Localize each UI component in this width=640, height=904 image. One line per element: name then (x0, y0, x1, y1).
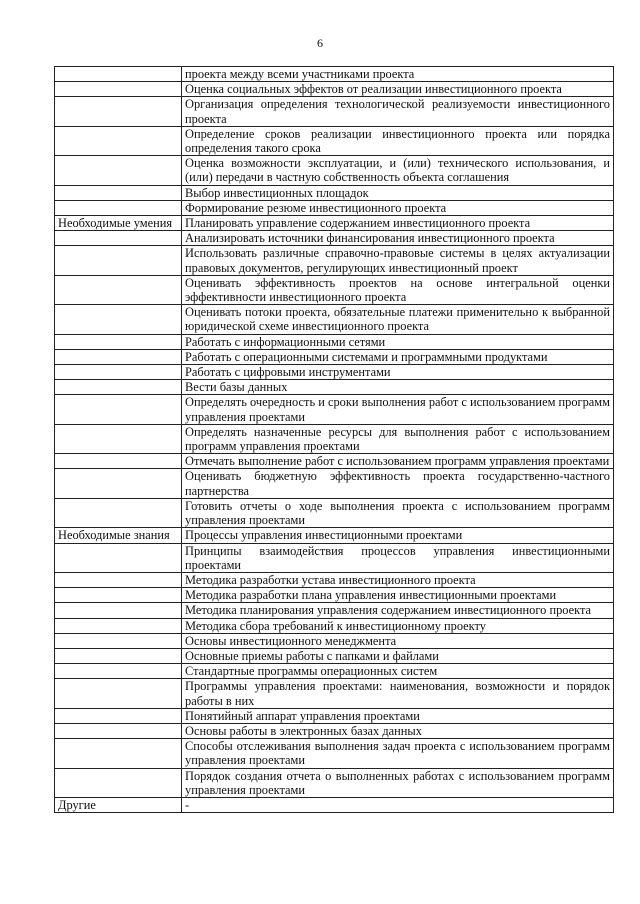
table-row (55, 395, 614, 424)
requirement-item: Основы инвестиционного менеджмента (182, 633, 614, 648)
table-row (55, 231, 614, 246)
section-title-cell-continued (55, 380, 182, 395)
section-title-cell-continued (55, 708, 182, 723)
requirement-item: Определение сроков реализации инвестиционного проекта или порядка определения такого срока (182, 126, 614, 155)
section-title-cell-continued (55, 633, 182, 648)
requirement-item: Определять назначенные ресурсы для выполнения работ с использованием программ управления проектами (182, 424, 614, 453)
table-row (55, 679, 614, 708)
table-row (55, 768, 614, 797)
section-title-cell-continued (55, 454, 182, 469)
requirement-item: Анализировать источники финансирования инвестиционного проекта (182, 231, 614, 246)
table-row (55, 797, 614, 812)
requirement-item: Планировать управление содержанием инвестиционного проекта (182, 216, 614, 231)
requirement-item: Готовить отчеты о ходе выполнения проекта с использованием программ управления проектами (182, 498, 614, 527)
section-title-cell-continued (55, 572, 182, 587)
section-title-cell-continued (55, 97, 182, 126)
table-row (55, 349, 614, 364)
section-title-cell-continued (55, 156, 182, 185)
section-title-cell-continued (55, 200, 182, 215)
requirement-item: Основы работы в электронных базах данных (182, 723, 614, 738)
table-row (55, 572, 614, 587)
section-title-cell-continued (55, 334, 182, 349)
table-row (55, 528, 614, 543)
page-number: 6 (317, 36, 323, 50)
section-title-cell-continued (55, 768, 182, 797)
table-row (55, 723, 614, 738)
table-row (55, 97, 614, 126)
table-row (55, 246, 614, 275)
table-row (55, 275, 614, 304)
requirement-item: Стандартные программы операционных систем (182, 664, 614, 679)
requirement-item: Принципы взаимодействия процессов управления инвестиционными проектами (182, 543, 614, 572)
requirement-item: Отмечать выполнение работ с использованием программ управления проектами (182, 454, 614, 469)
table-row (55, 618, 614, 633)
section-title-cell-continued (55, 543, 182, 572)
table-row (55, 588, 614, 603)
requirement-item: Методика разработки плана управления инвестиционными проектами (182, 588, 614, 603)
requirement-item: Способы отслеживания выполнения задач проекта с использованием программ управления проектами (182, 739, 614, 768)
requirement-item: Работать с цифровыми инструментами (182, 365, 614, 380)
table-row (55, 603, 614, 618)
section-title-cell (55, 67, 182, 82)
table-row (55, 543, 614, 572)
requirement-item: Оценивать бюджетную эффективность проекта государственно-частного партнерства (182, 469, 614, 498)
table-row (55, 216, 614, 231)
section-title-cell-continued (55, 275, 182, 304)
section-title-cell: Другие (55, 797, 182, 812)
requirement-item: Программы управления проектами: наименования, возможности и порядок работы в них (182, 679, 614, 708)
table-row (55, 664, 614, 679)
table-row (55, 156, 614, 185)
requirement-item: Методика сбора требований к инвестиционному проекту (182, 618, 614, 633)
requirement-item: Порядок создания отчета о выполненных работах с использованием программ управления проектами (182, 768, 614, 797)
table-row (55, 739, 614, 768)
requirements-table (54, 66, 614, 813)
requirement-item: Основные приемы работы с папками и файлами (182, 648, 614, 663)
section-title-cell-continued (55, 648, 182, 663)
section-title-cell-continued (55, 82, 182, 97)
section-title-cell-continued (55, 246, 182, 275)
requirement-item: Работать с операционными системами и программными продуктами (182, 349, 614, 364)
requirement-item: Процессы управления инвестиционными проектами (182, 528, 614, 543)
section-title-cell-continued (55, 603, 182, 618)
table-row (55, 126, 614, 155)
requirement-item: Оценка возможности эксплуатации, и (или) технического использования, и (или) передачи в частную собственность объекта соглашения (182, 156, 614, 185)
requirement-item: Определять очередность и сроки выполнения работ с использованием программ управления проектами (182, 395, 614, 424)
section-title-cell-continued (55, 126, 182, 155)
requirement-item: Оценка социальных эффектов от реализации инвестиционного проекта (182, 82, 614, 97)
requirement-item: Использовать различные справочно-правовые системы в целях актуализации правовых документов, регулирующих инвестиционный проект (182, 246, 614, 275)
table-row (55, 334, 614, 349)
section-title-cell-continued (55, 739, 182, 768)
table-row (55, 185, 614, 200)
requirement-item: Выбор инвестиционных площадок (182, 185, 614, 200)
section-title-cell-continued (55, 231, 182, 246)
table-row (55, 380, 614, 395)
requirement-item: Оценивать потоки проекта, обязательные платежи применительно к выбранной юридической схеме инвестиционного проекта (182, 305, 614, 334)
table-row (55, 633, 614, 648)
section-title-cell-continued (55, 395, 182, 424)
table-row (55, 648, 614, 663)
section-title-cell-continued (55, 498, 182, 527)
table-row (55, 365, 614, 380)
requirement-item: Организация определения технологической реализуемости инвестиционного проекта (182, 97, 614, 126)
table-row (55, 469, 614, 498)
section-title-cell-continued (55, 618, 182, 633)
section-title-cell: Необходимые умения (55, 216, 182, 231)
section-title-cell-continued (55, 664, 182, 679)
requirement-item: Вести базы данных (182, 380, 614, 395)
section-title-cell-continued (55, 305, 182, 334)
requirement-item: Работать с информационными сетями (182, 334, 614, 349)
table-row (55, 498, 614, 527)
section-title-cell-continued (55, 469, 182, 498)
section-title-cell-continued (55, 679, 182, 708)
section-title-cell-continued (55, 588, 182, 603)
section-title-cell-continued (55, 723, 182, 738)
table-row (55, 424, 614, 453)
section-title-cell-continued (55, 424, 182, 453)
requirement-item: Методика планирования управления содержанием инвестиционного проекта (182, 603, 614, 618)
requirement-item: - (182, 797, 614, 812)
requirements-table-body (55, 67, 614, 813)
requirement-item: проекта между всеми участниками проекта (182, 67, 614, 82)
section-title-cell-continued (55, 185, 182, 200)
table-row (55, 454, 614, 469)
table-row (55, 305, 614, 334)
table-row (55, 82, 614, 97)
section-title-cell: Необходимые знания (55, 528, 182, 543)
table-row (55, 67, 614, 82)
requirement-item: Методика разработки устава инвестиционного проекта (182, 572, 614, 587)
table-row (55, 708, 614, 723)
section-title-cell-continued (55, 365, 182, 380)
requirement-item: Оценивать эффективность проектов на основе интегральной оценки эффективности инвестиционного проекта (182, 275, 614, 304)
requirement-item: Формирование резюме инвестиционного проекта (182, 200, 614, 215)
table-row (55, 200, 614, 215)
section-title-cell-continued (55, 349, 182, 364)
requirement-item: Понятийный аппарат управления проектами (182, 708, 614, 723)
